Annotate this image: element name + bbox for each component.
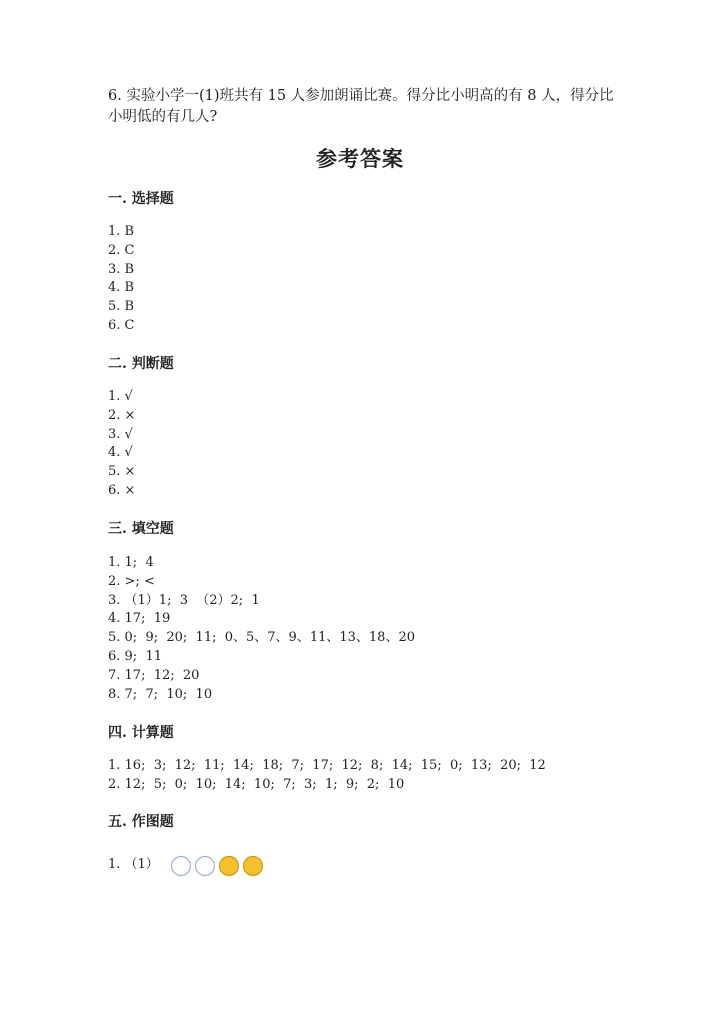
section-heading-choice: 一. 选择题	[108, 191, 174, 207]
answer-item: 3. B	[108, 261, 135, 277]
section-heading-judgement: 二. 判断题	[108, 356, 174, 372]
answer-item: 7. 17; 12; 20	[108, 667, 200, 683]
answer-item: 1. B	[108, 224, 135, 239]
answer-item: 4. B	[108, 280, 135, 296]
filled-circle	[220, 857, 239, 876]
drawing-answer-label: 1. （1）	[108, 857, 159, 872]
answer-item: 1. √	[108, 389, 133, 404]
answers-choice	[108, 223, 134, 336]
empty-circle	[172, 857, 191, 876]
circle-drawing	[170, 854, 270, 880]
answer-item: 4. √	[108, 445, 133, 461]
answer-item: 3. √	[108, 426, 133, 442]
answers-fill-blank	[108, 554, 415, 704]
answer-item: 5. B	[108, 299, 135, 315]
answer-item: 6. ×	[108, 482, 136, 498]
answers-judgement	[108, 388, 135, 501]
answer-item: 2. C	[108, 242, 135, 258]
answer-item: 2. ×	[108, 407, 136, 423]
answer-item: 5. ×	[108, 464, 136, 480]
question-6: 6. 实验小学一(1)班共有 15 人参加朗诵比赛。得分比小明高的有 8 人，得分比小明低的有几人?	[108, 88, 614, 125]
answer-item: 5. 0; 9; 20; 11; 0、5、7、9、11、13、18、20	[108, 630, 415, 646]
empty-circle	[196, 857, 215, 876]
answers-calculation	[108, 757, 546, 795]
answer-item: 8. 7; 7; 10; 10	[108, 686, 213, 702]
section-heading-fill-blank: 三. 填空题	[108, 521, 174, 537]
answer-item: 1. 1; 4	[108, 555, 154, 570]
answer-item: 6. 9; 11	[108, 648, 162, 664]
filled-circle	[244, 857, 263, 876]
answer-item: 2. 12; 5; 0; 10; 14; 10; 7; 3; 1; 9; 2; 10	[108, 776, 405, 792]
section-heading-calculation: 四. 计算题	[108, 725, 174, 741]
answer-item: 4. 17; 19	[108, 611, 171, 627]
answer-item: 6. C	[108, 317, 135, 333]
section-heading-drawing: 五. 作图题	[108, 814, 174, 830]
answer-item: 1. 16; 3; 12; 11; 14; 18; 7; 17; 12; 8; 14; 15; 0; 13; 20; 12	[108, 758, 546, 773]
answer-item: 2. >; <	[108, 573, 155, 589]
page-title: 参考答案	[316, 146, 404, 171]
answer-item: 3. （1）1; 3 （2）2; 1	[108, 592, 260, 608]
